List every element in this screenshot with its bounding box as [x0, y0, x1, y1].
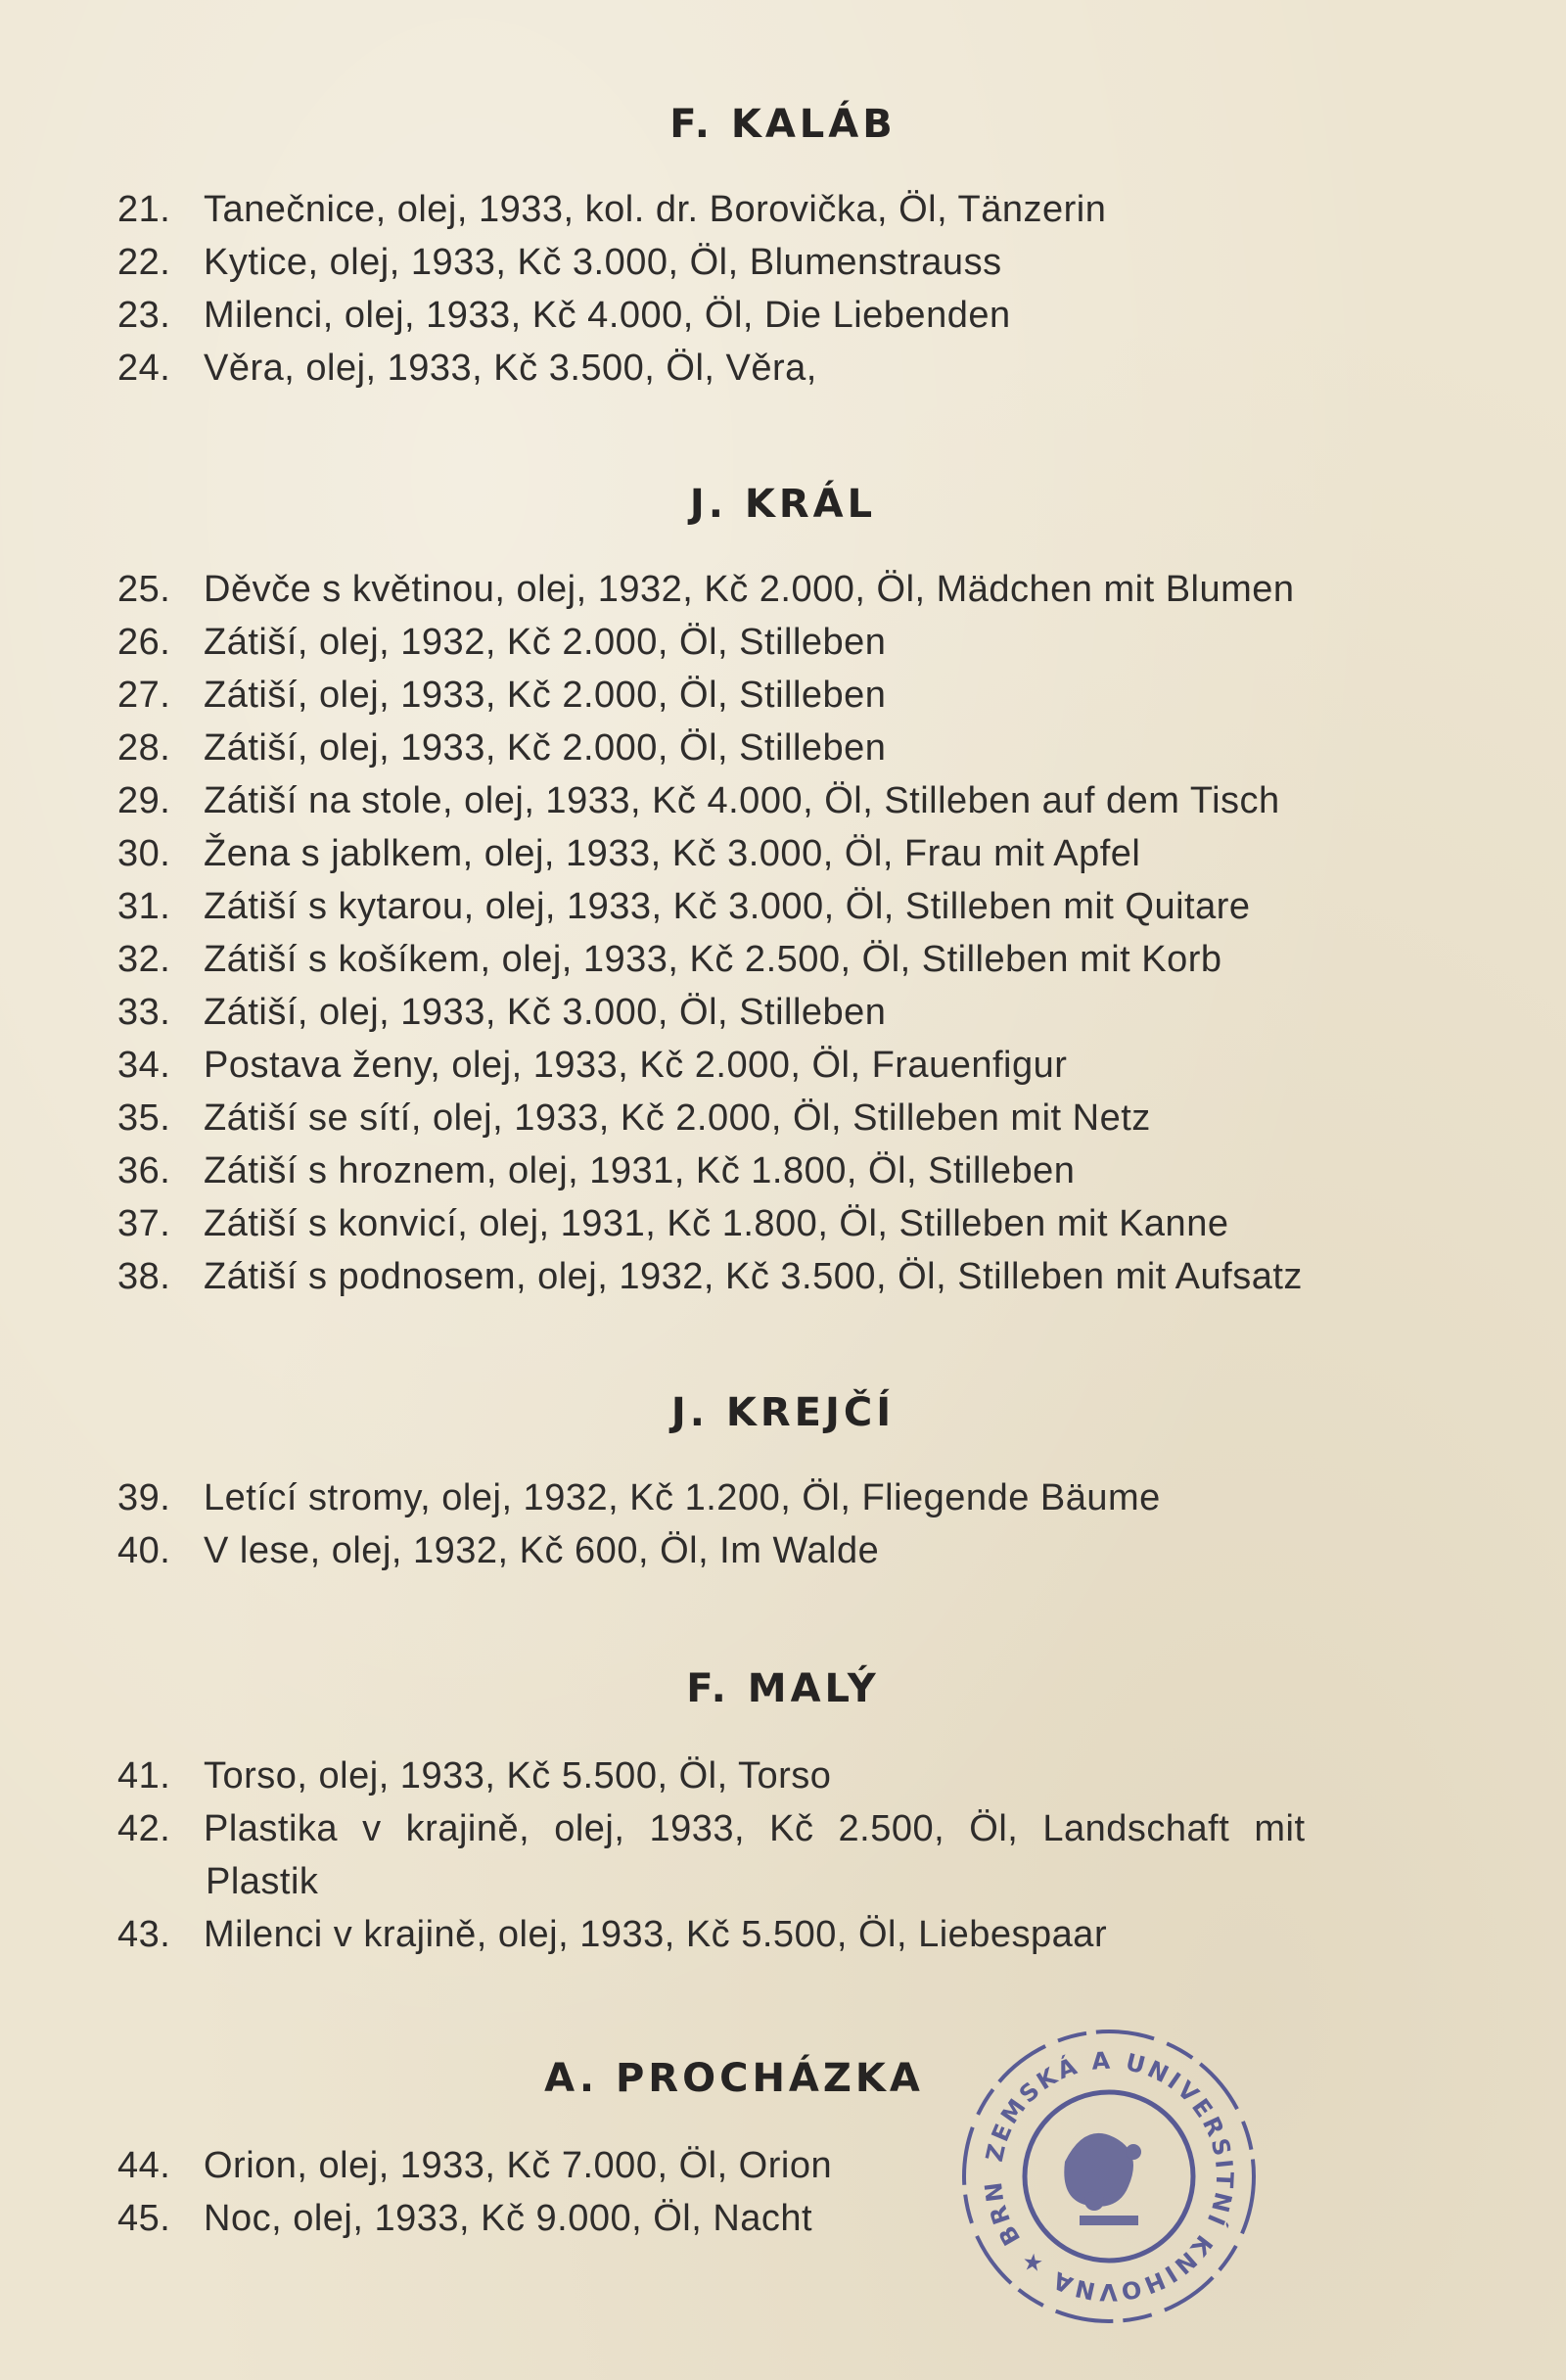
list-item: 22. Kytice, olej, 1933, Kč 3.000, Öl, Blumenstrauss: [117, 242, 1002, 283]
list-item: 44. Orion, olej, 1933, Kč 7.000, Öl, Orion: [117, 2145, 833, 2186]
list-item: 45. Noc, olej, 1933, Kč 9.000, Öl, Nacht: [117, 2198, 813, 2239]
list-item: 29. Zátiší na stole, olej, 1933, Kč 4.000, Öl, Stilleben auf dem Tisch: [117, 780, 1280, 821]
list-item: 34. Postava ženy, olej, 1933, Kč 2.000, Öl, Frauenfigur: [117, 1045, 1068, 1086]
list-item: 43. Milenci v krajině, olej, 1933, Kč 5.500, Öl, Liebespaar: [117, 1914, 1108, 1955]
list-item: 28. Zátiší, olej, 1933, Kč 2.000, Öl, Stilleben: [117, 727, 887, 769]
list-item: 21. Tanečnice, olej, 1933, kol. dr. Borovička, Öl, Tänzerin: [117, 189, 1107, 230]
section-heading-krejci: J. KREJČÍ: [670, 1390, 896, 1435]
list-item: 38. Zátiší s podnosem, olej, 1932, Kč 3.500, Öl, Stilleben mit Aufsatz: [117, 1256, 1303, 1297]
svg-text:ZEMSKÁ A UNIVERSITNÍ KNIHOVNA: ZEMSKÁ A UNIVERSITNÍ KNIHOVNA ★ BRN: [979, 2046, 1239, 2307]
list-item: 41. Torso, olej, 1933, Kč 5.500, Öl, Torso: [117, 1755, 832, 1797]
list-item: 42. Plastika v krajině, olej, 1933, Kč 2.500, Öl, Landschaft mit: [117, 1808, 1306, 1849]
list-item: 25. Děvče s květinou, olej, 1932, Kč 2.000, Öl, Mädchen mit Blumen: [117, 569, 1295, 610]
list-item: 33. Zátiší, olej, 1933, Kč 3.000, Öl, Stilleben: [117, 992, 887, 1033]
list-item: 27. Zátiší, olej, 1933, Kč 2.000, Öl, Stilleben: [117, 675, 887, 716]
list-item: 37. Zátiší s konvicí, olej, 1931, Kč 1.800, Öl, Stilleben mit Kanne: [117, 1203, 1229, 1244]
list-item: 30. Žena s jablkem, olej, 1933, Kč 3.000, Öl, Frau mit Apfel: [117, 833, 1141, 874]
list-item: 31. Zátiší s kytarou, olej, 1933, Kč 3.000, Öl, Stilleben mit Quitare: [117, 886, 1251, 927]
list-item: 23. Milenci, olej, 1933, Kč 4.000, Öl, Die Liebenden: [117, 295, 1011, 336]
list-item: 32. Zátiší s košíkem, olej, 1933, Kč 2.500, Öl, Stilleben mit Korb: [117, 939, 1222, 980]
list-item: 40. V lese, olej, 1932, Kč 600, Öl, Im Walde: [117, 1530, 880, 1571]
section-heading-maly: F. MALÝ: [686, 1666, 880, 1711]
section-heading-kral: J. KRÁL: [689, 482, 877, 527]
list-item: 26. Zátiší, olej, 1932, Kč 2.000, Öl, Stilleben: [117, 622, 887, 663]
list-item: 35. Zátiší se sítí, olej, 1933, Kč 2.000, Öl, Stilleben mit Netz: [117, 1097, 1151, 1139]
list-item: 24. Věra, olej, 1933, Kč 3.500, Öl, Věra,: [117, 348, 817, 389]
list-item-continuation: Plastik: [206, 1861, 319, 1902]
section-heading-kalab: F. KALÁB: [669, 102, 897, 147]
list-item: 36. Zátiší s hroznem, olej, 1931, Kč 1.800, Öl, Stilleben: [117, 1150, 1076, 1191]
list-item: 39. Letící stromy, olej, 1932, Kč 1.200, Öl, Fliegende Bäume: [117, 1477, 1161, 1518]
section-heading-prochazka: A. PROCHÁZKA: [544, 2056, 924, 2101]
library-stamp-icon: [947, 2015, 1270, 2338]
